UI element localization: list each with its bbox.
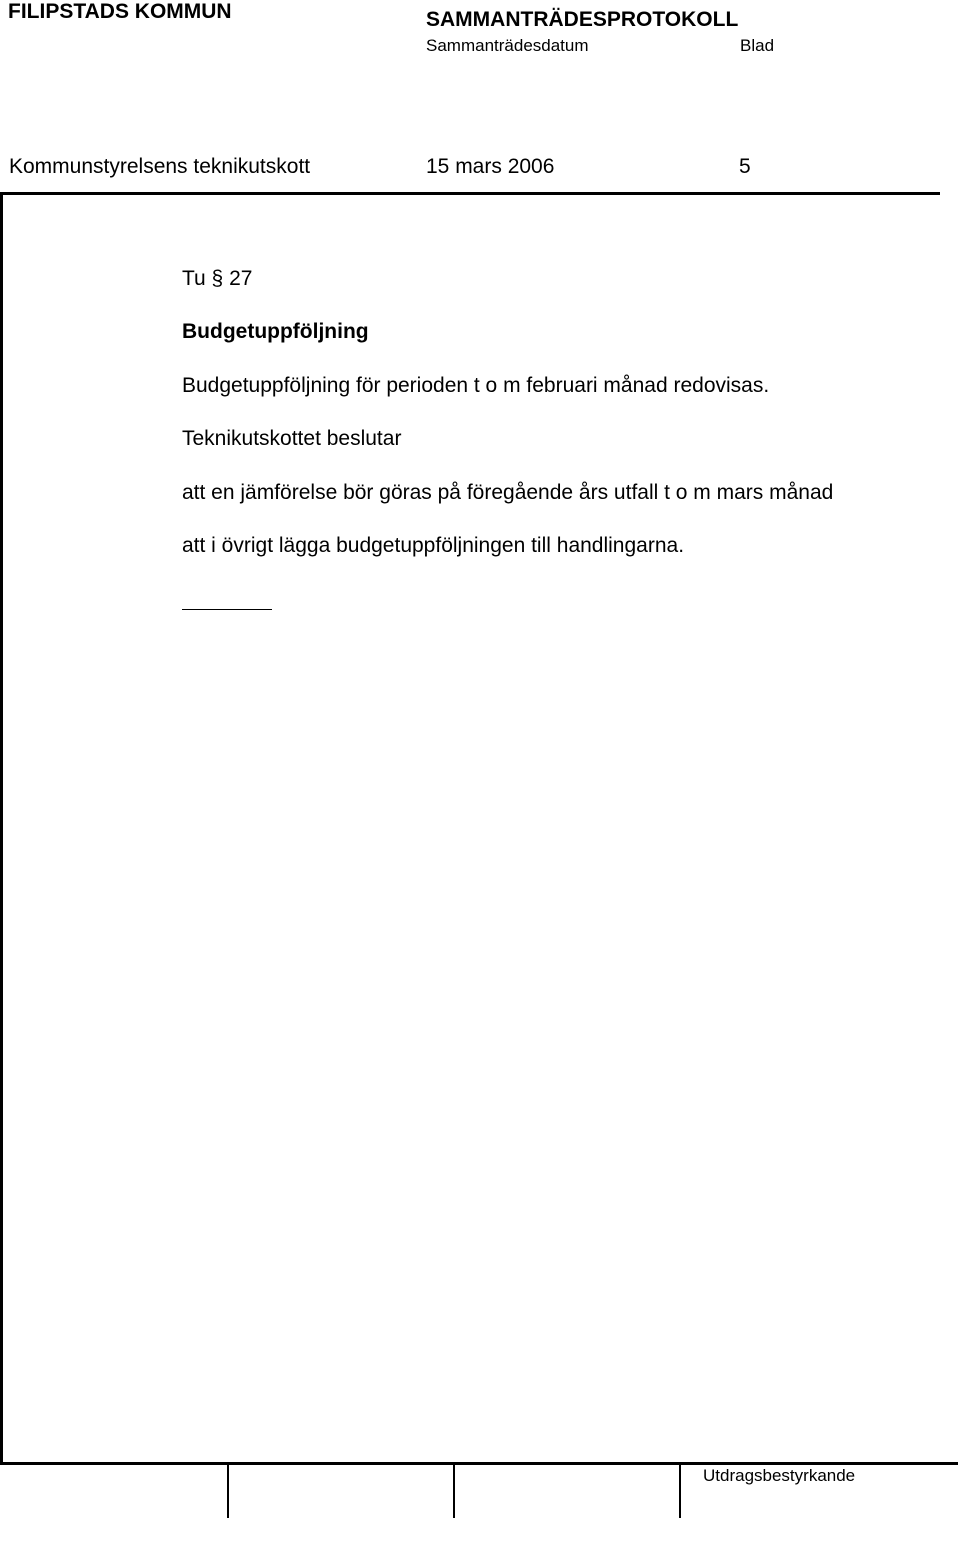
section-end-line bbox=[182, 609, 272, 610]
footer-divider bbox=[0, 1462, 958, 1465]
committee-name: Kommunstyrelsens teknikutskott bbox=[9, 155, 311, 178]
signature-cell-divider-2 bbox=[453, 1462, 455, 1518]
left-margin-border bbox=[0, 192, 3, 1464]
paragraph-decision-intro: Teknikutskottet beslutar bbox=[182, 427, 402, 450]
paragraph-decision-item-2: att i övrigt lägga budgetuppföljningen till handlingarna. bbox=[182, 534, 685, 557]
header-divider bbox=[0, 192, 940, 195]
meeting-date-label: Sammanträdesdatum bbox=[426, 36, 589, 55]
page-label: Blad bbox=[740, 36, 775, 55]
section-number: Tu § 27 bbox=[182, 267, 253, 290]
paragraph-report: Budgetuppföljning för perioden t o m februari månad redovisas. bbox=[182, 374, 770, 397]
extract-certification-label: Utdragsbestyrkande bbox=[703, 1466, 856, 1485]
signature-cell-divider-1 bbox=[227, 1462, 229, 1518]
section-heading: Budgetuppföljning bbox=[182, 320, 369, 343]
page-number: 5 bbox=[739, 155, 751, 178]
municipality-name: FILIPSTADS KOMMUN bbox=[8, 0, 232, 23]
document-type-title: SAMMANTRÄDESPROTOKOLL bbox=[426, 8, 739, 31]
paragraph-decision-item-1: att en jämförelse bör göras på föregående års utfall t o m mars månad bbox=[182, 481, 834, 504]
signature-cell-divider-3 bbox=[679, 1462, 681, 1518]
meeting-date: 15 mars 2006 bbox=[426, 155, 555, 178]
